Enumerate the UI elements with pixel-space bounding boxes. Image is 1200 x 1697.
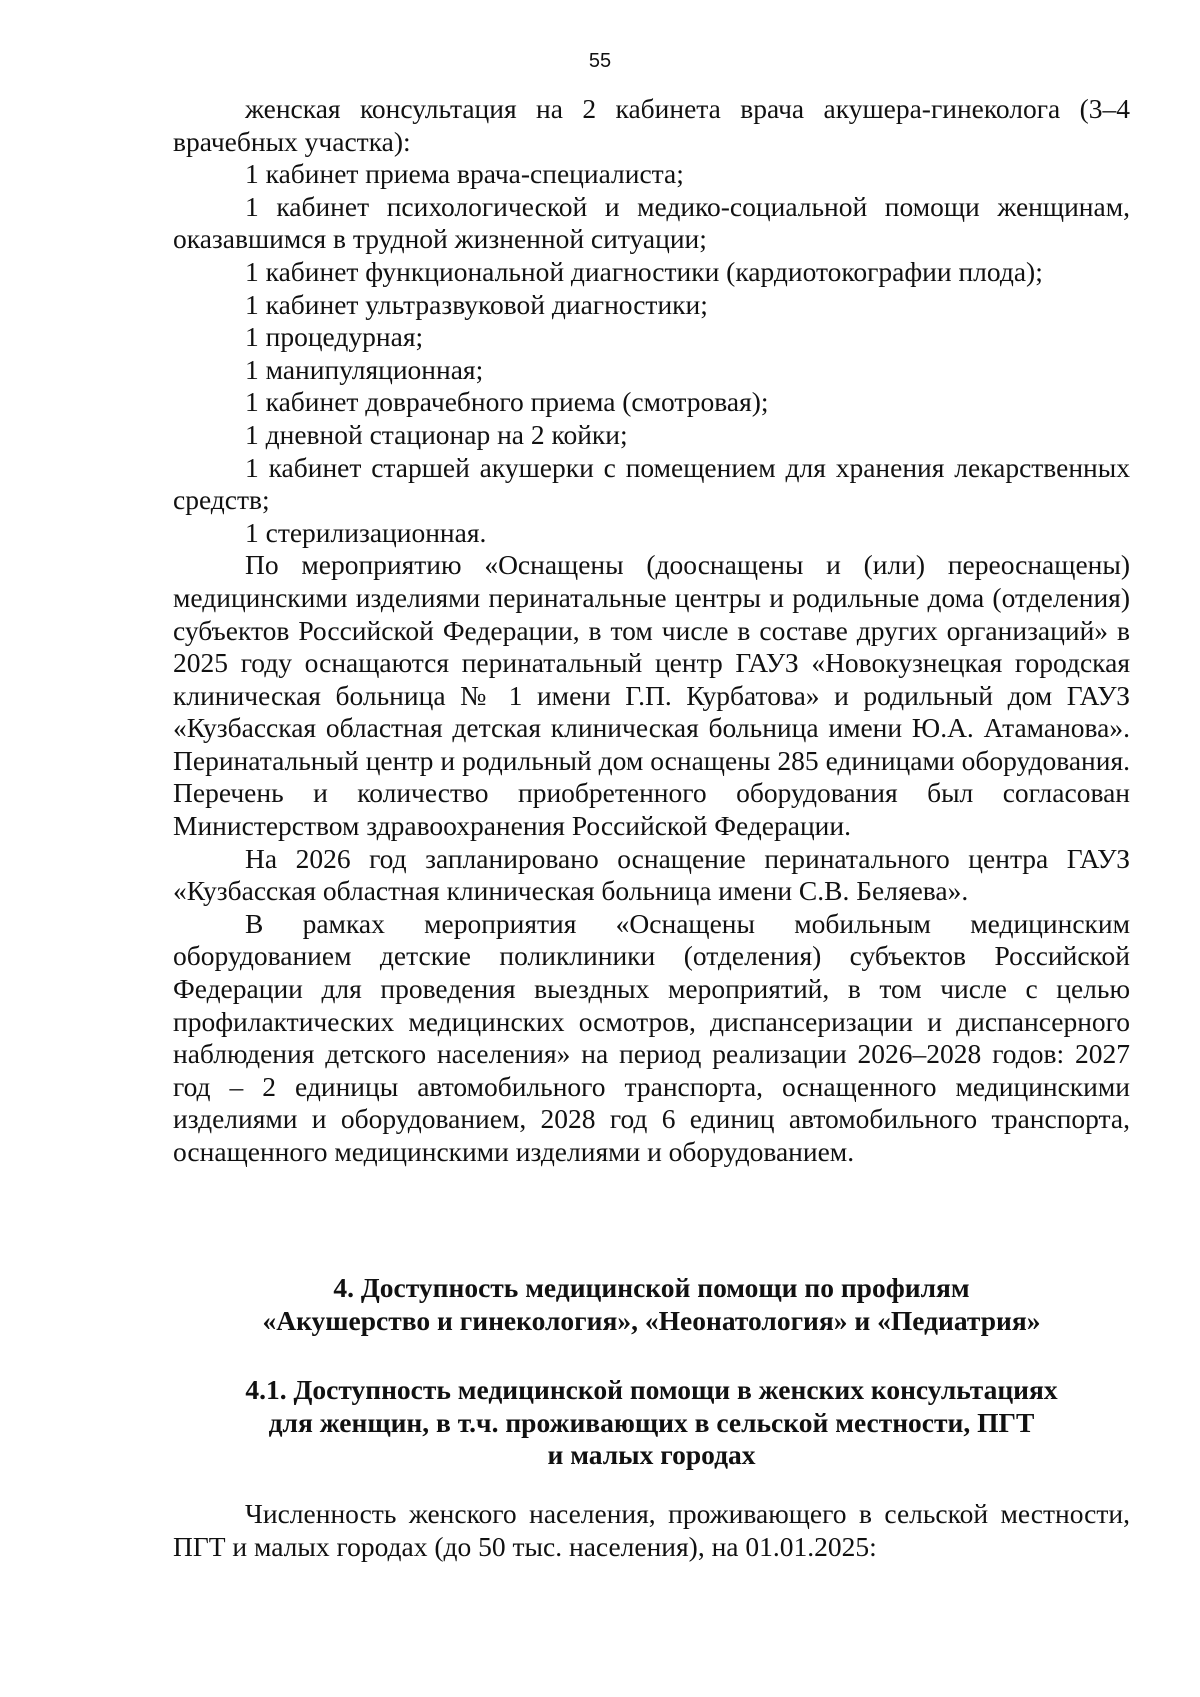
list-item-specialist-room: 1 кабинет приема врача-специалиста;: [245, 158, 684, 190]
list-item-procedure-room: 1 процедурная;: [245, 321, 424, 353]
list-item-functional-diagnostics: 1 кабинет функциональной диагностики (кардиотокографии плода);: [245, 255, 1043, 287]
section-4-heading-line-2: «Акушерство и гинекология», «Неонатология» и «Педиатрия»: [262, 1304, 1041, 1336]
paragraph-2026-plan: На 2026 год запланировано оснащение перинатального центра ГАУЗ «Кузбасская областная клиническая больница имени С.В. Беляева».: [173, 842, 1130, 907]
section-4-1-heading: [173, 1374, 1130, 1472]
list-item-sterilization: 1 стерилизационная.: [245, 516, 487, 548]
paragraph-consultation-intro: женская консультация на 2 кабинета врача акушера-гинеколога (3–4 врачебных участка):: [173, 93, 1130, 157]
section-4-1-heading-line-2: для женщин, в т.ч. проживающих в сельской местности, ПГТ: [268, 1406, 1035, 1438]
list-item-manipulation-room: 1 манипуляционная;: [245, 353, 484, 385]
list-item-ultrasound: 1 кабинет ультразвуковой диагностики;: [245, 288, 708, 320]
list-item-senior-midwife-room: 1 кабинет старшей акушерки с помещением для хранения лекарственных средств;: [173, 451, 1130, 516]
paragraph-mobile-equipment: В рамках мероприятия «Оснащены мобильным медицинским оборудованием детские поликлиники (отделения) субъектов Российской Федерации для проведения выездных мероприятий, в том числе с целью профилактических медицинских осмотров, диспансеризации и диспансерного наблюдения детского населения» на период реализации 2026–2028 годов: 2027 год – 2 единицы автомобильного транспорта, оснащенного медицинскими изделиями и оборудованием, 2028 год 6 единиц автомобильного транспорта, оснащенного медицинскими изделиями и оборудованием.: [173, 907, 1130, 1167]
page-number: 55: [588, 50, 612, 72]
body-text: [173, 93, 1130, 1169]
paragraph-perinatal-equipment: По мероприятию «Оснащены (дооснащены и (или) переоснащены) медицинскими изделиями перинатальные центры и родильные дома (отделения) субъектов Российской Федерации, в том числе в составе других организаций» в 2025 году оснащаются перинатальный центр ГАУЗ «Новокузнецкая городская клиническая больница № 1 имени Г.П. Курбатова» и родильный дом ГАУЗ «Кузбасская областная детская клиническая больница имени Ю.А. Атаманова». Перинатальный центр и родильный дом оснащены 285 единицами оборудования. Перечень и количество приобретенного оборудования был согласован Министерством здравоохранения Российской Федерации.: [173, 549, 1130, 842]
list-item-pre-medical-room: 1 кабинет доврачебного приема (смотровая);: [245, 386, 769, 418]
section-4-1-heading-line-3: и малых городах: [547, 1439, 756, 1471]
section-4-heading: [173, 1272, 1130, 1337]
list-item-psychology-room: 1 кабинет психологической и медико-социальной помощи женщинам, оказавшимся в трудной жизненной ситуации;: [173, 190, 1130, 255]
list-item-day-hospital: 1 дневной стационар на 2 койки;: [245, 418, 628, 450]
tail-text: [173, 1498, 1130, 1563]
paragraph-female-population: Численность женского населения, проживающего в сельской местности, ПГТ и малых городах (до 50 тыс. населения), на 01.01.2025:: [173, 1498, 1130, 1562]
section-4-heading-line-1: 4. Доступность медицинской помощи по профилям: [333, 1272, 970, 1303]
section-4-1-heading-line-1: 4.1. Доступность медицинской помощи в женских консультациях: [245, 1374, 1058, 1405]
